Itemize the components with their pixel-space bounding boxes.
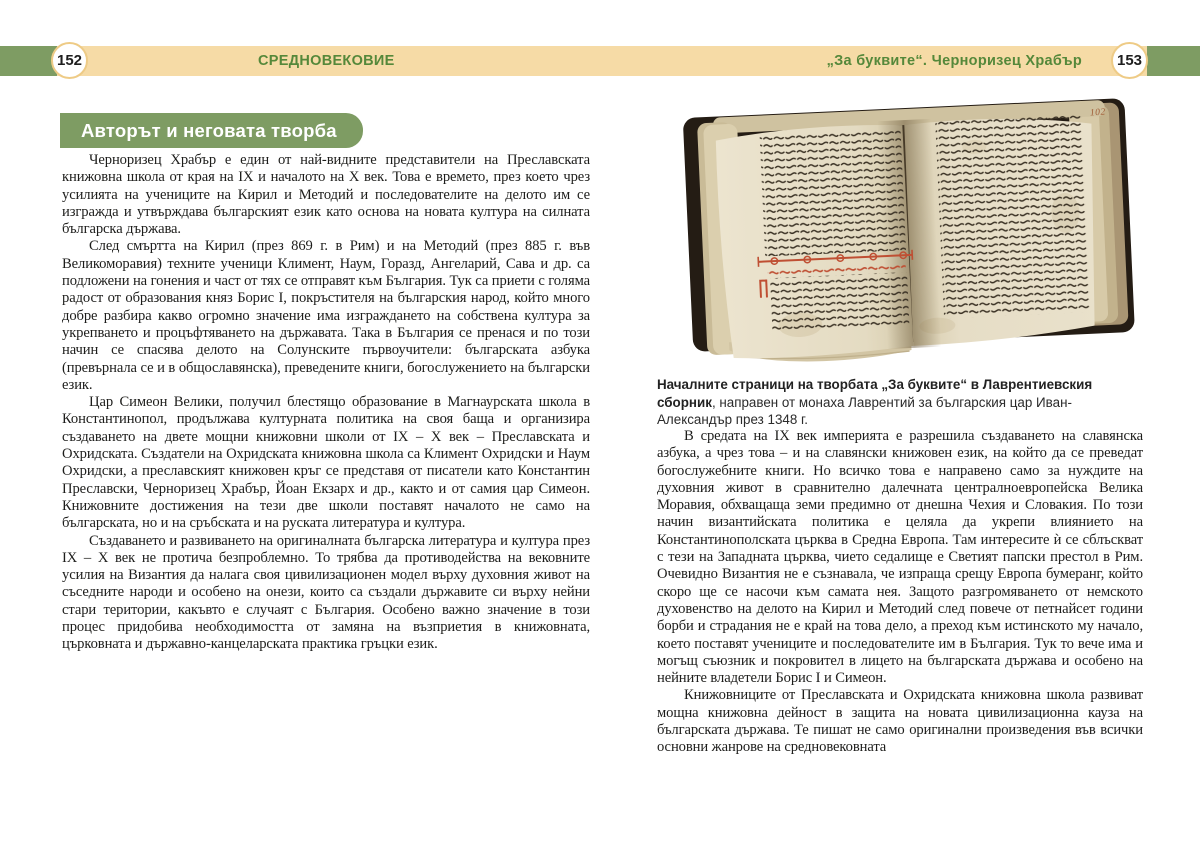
page-number-left: 152: [51, 42, 88, 79]
right-column: [657, 428, 1143, 757]
header-green-accent-left: [0, 46, 57, 76]
figure-caption-text: , направен от монаха Лаврентий за българския цар Иван-Александър през 1348 г.: [657, 394, 1072, 427]
figure-caption: [657, 376, 1143, 429]
paragraph: Черноризец Храбър е един от най-видните представители на Преславската книжовна школа от края на IX и началото на X век. Това е времето, през което чрез усилията на учениците на Кирил и Методий и последователите на делото им се изгражда и утвърждава българският език като основа на новата култура на силната българска държава.: [62, 152, 590, 238]
running-head-section: СРЕДНОВЕКОВИЕ: [258, 53, 395, 69]
manuscript-photo: [678, 92, 1138, 365]
header-green-accent-right: [1147, 46, 1200, 76]
page-number-right: 153: [1111, 42, 1148, 79]
section-heading: Авторът и неговата творба: [60, 113, 363, 148]
paragraph: След смъртта на Кирил (през 869 г. в Рим) и на Методий (през 885 г. във Великоморавия) техните ученици Климент, Наум, Горазд, Ангеларий, Сава и др. са подложени на гонения и част от тях се отправят към България. Тук са приети с голяма радост от образования княз Борис I, покръстителя на българския народ, който много добре разбира какво огромно значение има изграждането на собствена култура за укрепването и процъфтяването на държавата. Така в България се пренася и по този начин се спасява делото на Солунските първоучители: българската азбука (превърнала се и в общославянска), преведените книги, богослужението на български език.: [62, 238, 590, 393]
figure-caption-title: Началните страници на творбата „За буквите“ в Лаврентиевския сборник: [657, 377, 1093, 410]
manuscript-folio-number: 102: [1089, 107, 1107, 119]
left-column: [62, 152, 590, 654]
running-head-chapter: „За буквите“. Черноризец Храбър: [826, 53, 1082, 69]
header-bar: [0, 46, 1200, 76]
paragraph: Цар Симеон Велики, получил блестящо образование в Магнаурската школа в Константинопол, продължава културната политика на своя баща и организира създаването на двете мощни книжовни школи от IX – X век – Преславската и Охридската. Създатели на Охридската книжовна школа са Климент Охридски и Наум Охридски, а преславският книжовен кръг се представя от писатели като Константин Преславски, Черноризец Храбър, Йоан Екзарх и др., както и от самия цар Симеон. Книжовните достижения на тези две школи поставят началото не само на българската, но и на сръбската и на руската литература и култура.: [62, 394, 590, 532]
manuscript-figure: [657, 92, 1143, 429]
paragraph: Създаването и развиването на оригиналната българска литература и култура през IX – X век не протича безпроблемно. То трябва да противодейства на вековните усилия на Византия да налага своя цивилизационен модел върху духовния живот на съседните народи и особено на онези, които са създали държавите си върху нейни стари територии, какъвто е случаят с България. Особено важно значение в този процес придобива необходимостта от замяна на възприетия в книжовната, църковната и държавно-канцеларската практика гръцки език.: [62, 532, 590, 653]
paragraph: В средата на IX век империята е разрешила създаването на славянска азбука, а чрез това – и на славянски книжовен език, на който да се преведат богослужебните книги. Но всичко това е направено само за нуждите на духовния живот в сравнително далечната централноевропейска Велика Моравия, обхващаща земи предимно от днешна Чехия и Словакия. По този начин византийската политика е целяла да укрепи влиянието на Константинополската църква в Средна Европа. Там интересите ѝ се сблъскват с тези на Западната църква, чието седалище е Светият папски престол в Рим. Очевидно Византия не е съзнавала, че изпраща срещу Европа бумеранг, който скоро ще се насочи към самата нея. Защото разгромяването от немското духовенство на делото на Кирил и Методий след повече от петнайсет години борби и страдания не е край на това дело, а преход към истинското му начало, което поставят учениците и последователите им в България. Тук то вече има и могъщ съюзник и покровител в лицето на българската държава и особено на нейните владетели Борис I и Симеон.: [657, 428, 1143, 687]
paragraph: Книжовниците от Преславската и Охридската книжовна школа развиват мощна книжовна дейност в защита на новата цивилизационна кауза на българската държава. Те пишат не само оригинални произведения във всички основни жанрове на средновековната: [657, 687, 1143, 756]
manuscript-photo-art: [672, 82, 1144, 376]
